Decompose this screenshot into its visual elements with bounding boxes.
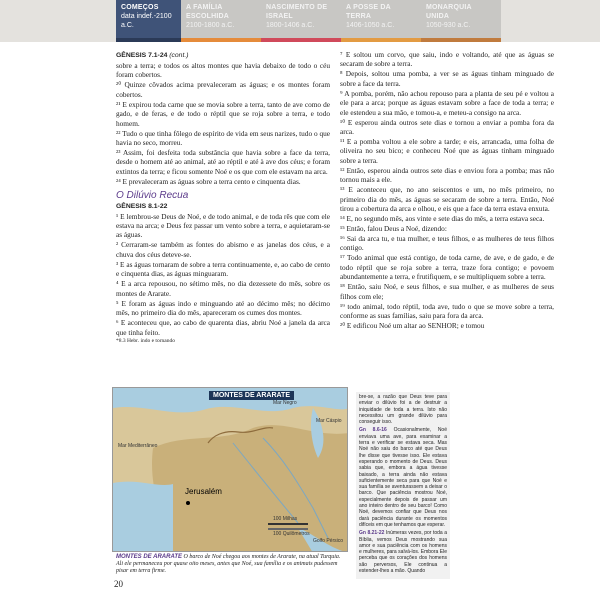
tab-dates: 1406-1050 a.C. — [346, 22, 395, 29]
verse-paragraph: ¹² Então, esperou ainda outros sete dias e enviou fora a pomba; mas não tornou mais a ele. — [340, 165, 554, 185]
verse-paragraph: ³ E as águas tornaram de sobre a terra continuamente, e, ao cabo de cento e cinquenta dias, as águas minguaram. — [116, 259, 330, 279]
verse-paragraph: ¹⁸ Então, saiu Noé, e seus filhos, e sua mulher, e as mulheres de seus filhos com ele; — [340, 282, 554, 301]
header-bar — [0, 0, 600, 42]
map-graphic — [113, 388, 348, 552]
scripture-reference: GÊNESIS 8.1-22 — [116, 202, 168, 210]
scripture-reference: GÊNESIS 7.1-24 (cont.) — [116, 52, 189, 59]
section-heading: O Dilúvio Recua — [116, 190, 189, 202]
verse-paragraph: ²² Tudo o que tinha fôlego de espírito de vida em seus narizes, tudo o que havia no seco, morreu. — [116, 128, 330, 148]
note-text: Inúmeras vezes, por toda a Bíblia, vemos Deus mostrando sua amor e sua paciência com os homens e mulheres, para salvá-los. Embora Ele perceba que os corações dos homens são perversos, Ele continua a estender-lhes a mão. Quando — [359, 530, 448, 575]
note — [359, 427, 447, 528]
verse-paragraph: ⁶ E aconteceu que, ao cabo de quarenta dias, abriu Noé a janela da arca que tinha feito. — [116, 318, 330, 337]
timeline-tab-united-monarchy — [421, 0, 501, 42]
map-scale-km: 100 Quilômetros — [273, 531, 310, 537]
tab-dates: 2100-1800 a.C. — [186, 22, 235, 29]
verse-paragraph: ⁹ A pomba, porém, não achou repouso para a planta de seu pé e voltou a ele para a arca; porque as águas estavam sobre a face de toda a terra; e ele estendeu a sua mão, e tomou-a, e meteu-a consigo na arca. — [340, 88, 554, 117]
verse-paragraph: ²¹ E expirou toda carne que se movia sobre a terra, tanto de ave como de gado, e de feras, e de todo o réptil que se roja sobre a terra, e todo homem. — [116, 99, 330, 128]
verse-paragraph: ¹³ E aconteceu que, no ano seiscentos e um, no mês primeiro, no primeiro dia do mês, as águas se secaram de sobre a terra. Então, Noé tirou a cobertura da arca e olhou, e eis que a face da terra estava enxuta. — [340, 185, 554, 214]
map-title: MONTES DE ARARATE — [209, 391, 294, 400]
note-reference: Gn 8.21-22 — [359, 530, 385, 537]
tab-title: A FAMÍLIA ESCOLHIDA — [186, 4, 230, 20]
verse-paragraph: ²⁰ E edificou Noé um altar ao SENHOR; e tomou — [340, 321, 485, 331]
tab-title: NASCIMENTO DE ISRAEL — [266, 4, 328, 20]
verse-paragraph: ²⁴ E prevaleceram as águas sobre a terra cento e cinquenta dias. — [116, 176, 301, 186]
page-number: 20 — [114, 579, 123, 589]
verse-paragraph: ⁴ E a arca repousou, no sétimo mês, no dia dezessete do mês, sobre os montes de Ararate. — [116, 279, 330, 298]
verse-paragraph: sobre a terra; e todos os altos montes que havia debaixo de todo o céu foram cobertos. — [116, 61, 330, 80]
right-text-column — [340, 50, 554, 331]
tab-dates: data indef.-2100 a.C. — [121, 13, 172, 29]
note — [359, 530, 447, 574]
verse-paragraph: ²⁰ Quinze côvados acima prevaleceram as águas; e os montes foram cobertos. — [116, 80, 330, 99]
tab-title: COMEÇOS — [121, 4, 159, 11]
verse-paragraph: ¹⁹ todo animal, todo réptil, toda ave, tudo o que se move sobre a terra, conforme as suas famílias, saiu para fora da arca. — [340, 301, 554, 321]
map-label-mediterranean: Mar Mediterrâneo — [118, 443, 158, 449]
city-marker-icon — [186, 501, 190, 505]
verse-paragraph: ¹¹ E a pomba voltou a ele sobre a tarde; e eis, arrancada, uma folha de oliveira no seu bico; e conheceu Noé que as águas tinham minguado sobre a terra. — [340, 137, 554, 165]
map-label-gulf: Golfo Pérsico — [313, 538, 344, 544]
left-text-column — [116, 50, 330, 345]
map-caption — [116, 554, 348, 576]
timeline-tab-possession-of-land — [341, 0, 421, 42]
map-scale-miles: 100 Milhas — [273, 516, 298, 522]
ararat-map — [112, 387, 348, 552]
verse-paragraph: ⁷ E soltou um corvo, que saiu, indo e voltando, até que as águas se secaram de sobre a terra. — [340, 50, 554, 69]
timeline-tab-birth-of-israel — [261, 0, 341, 42]
verse-paragraph: ¹⁵ Então, falou Deus a Noé, dizendo: — [340, 224, 447, 234]
verse-paragraph: ⁸ Depois, soltou uma pomba, a ver se as águas tinham minguado de sobre a face da terra. — [340, 69, 554, 88]
verse-paragraph: ¹⁷ Todo animal que está contigo, de toda carne, de ave, e de gado, e de todo réptil que se roja sobre a terra, traze fora contigo; e povoem abundantemente a terra, e frutifiquem, e se multipliquem sobre a terra. — [340, 253, 554, 282]
verse-paragraph: ¹⁶ Sai da arca tu, e tua mulher, e teus filhos, e as mulheres de teus filhos contigo. — [340, 234, 554, 253]
verse-paragraph: ¹⁰ E esperou ainda outros sete dias e tornou a enviar a pomba fora da arca. — [340, 117, 554, 137]
note-reference: Gn 8.6-16 — [359, 427, 387, 434]
map-city-jerusalem: Jerusalém — [185, 487, 222, 496]
verse-paragraph: ² Cerraram-se também as fontes do abismo e as janelas dos céus, e a chuva dos céus deteve-se. — [116, 240, 330, 259]
tab-title: MONARQUIA UNIDA — [426, 4, 472, 20]
verse-paragraph: ¹ E lembrou-se Deus de Noé, e de todo animal, e de toda rês que com ele estava na arca; e Deus fez passar um vento sobre a terra, e aquietaram-se as águas. — [116, 211, 330, 240]
study-notes-sidebar — [356, 392, 450, 579]
tab-dates: 1800-1406 a.C. — [266, 22, 315, 29]
timeline-tab-chosen-family — [181, 0, 261, 42]
verse-paragraph: ⁵ E foram as águas indo e minguando até ao décimo mês; no décimo mês, no primeiro dia do mês, apareceram os cumes dos montes. — [116, 298, 330, 318]
caption-text: O barco de Noé chegou aos montes de Ararate, na atual Turquia. Ali ele permaneceu por quase oito meses, antes que Noé, sua família e os animais pudessem pisar em terra firme. — [116, 554, 341, 575]
note-text: Ocasionalmente, Noé enviava uma ave, para examinar a terra e verificar se estava seca. Mas Noé não saiu do barco até que Deus lhe disse que tivesse isso. Ele estava esperando o momento de Deus. Deus sabia que, embora a água tivesse baixado, a terra ainda não estava suficientemente seca para que Noé e sua família se aventurassem a deixar o barco. Que paciência mostrou Noé, especialmente depois de passar um ano inteiro dentro de seu barco! Como Noé, devemos confiar que Deus nos dará paciência durante os momentos difíceis em que tenhamos que esperar. — [359, 427, 447, 528]
tab-title: A POSSE DA TERRA — [346, 4, 391, 20]
verse-paragraph: ¹⁴ E, no segundo mês, aos vinte e sete dias do mês, a terra estava seca. — [340, 214, 545, 224]
caption-heading: MONTES DE ARARATE — [116, 554, 182, 560]
footnote: *8.3 Hebr. indo e tornando — [116, 337, 175, 344]
verse-paragraph: ²³ Assim, foi desfeita toda substância que havia sobre a face da terra, desde o homem até ao animal, até ao réptil e até à ave dos céus; e foram extintos da terra; e ficou somente Noé e os que com ele estavam na arca. — [116, 148, 330, 176]
timeline-tab-beginnings — [116, 0, 181, 42]
map-label-caspian: Mar Cáspio — [316, 418, 342, 424]
map-label-black-sea: Mar Negro — [273, 400, 297, 406]
tab-dates: 1050-930 a.C. — [426, 22, 471, 29]
note-text: bre-se, a razão que Deus teve para enviar o dilúvio foi a de destruir a iniquidade de toda a terra. Isto não necessitou um grande dilúvio para conseguir isso. — [359, 394, 447, 426]
